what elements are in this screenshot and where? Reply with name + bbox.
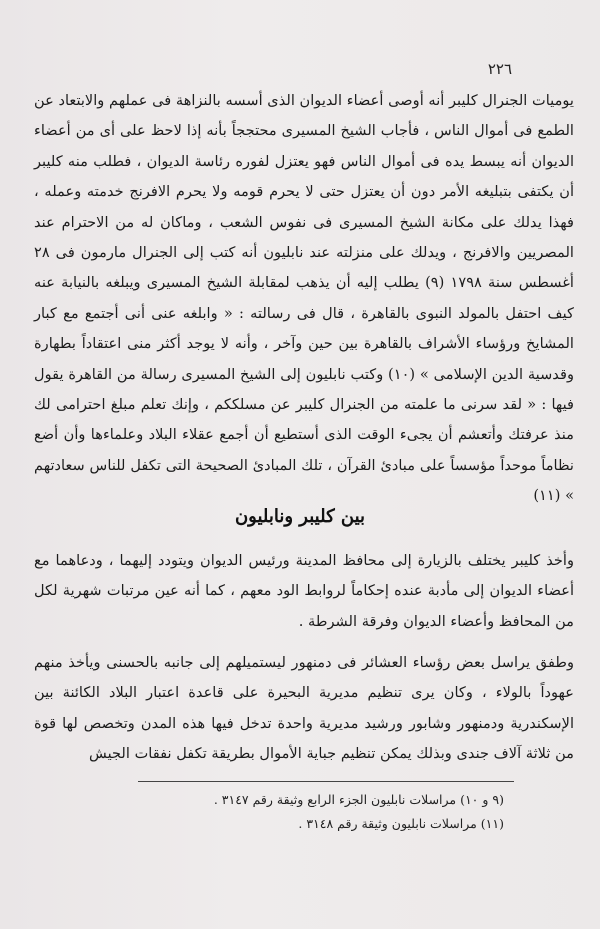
- footnote-2: (١١) مراسلات نابليون وثيقة رقم ٣١٤٨ .: [298, 816, 504, 831]
- footnote-divider: [138, 781, 514, 782]
- paragraph-2: [34, 546, 574, 638]
- section-heading: بين كليبر ونابليون: [234, 506, 366, 527]
- footnotes: [64, 788, 504, 836]
- paragraph-text: يوميات الجنرال كليبر أنه أوصى أعضاء الديوان الذى أسسه بالنزاهة فى عملهم والابتعاد عن الطمع فى أموال الناس ، فأجاب الشيخ المسيرى محتججاً بأنه إذا لاحظ على أى من أعضاء الديوان أنه يبسط يده فى أموال الناس فهو يعتزل لفوره رئاسة الديوان ، فطلب منه كليبر أن يكتفى بتبليغه الأمر دون أن يعتزل حتى لا يحرم قومه ولا يحرم الافرنج خدمته وعمله ، فهذا يدلك على مكانة الشيخ المسيرى فى نفوس الشعب ، وماكان له من الاحترام عند المصريين والافرنج ، ويدلك على منزلته عند نابليون أنه كتب إلى الجنرال مارمون فى ٢٨ أغسطس سنة ١٧٩٨ (٩) يطلب إليه أن يذهب لمقابلة الشيخ المسيرى ويبلغه بالنيابة عنه كيف احتفل بالمولد النبوى بالقاهرة ، قال فى رسالته : « وابلغه عنى أنى أجتمع مع كبار المشايخ ورؤساء الأشراف بالقاهرة بين حين وآخر ، وأنه لا يوجد أكثر منى اعتقاداً بطهارة وقدسية الدين الإسلامى » (١٠) وكتب نابليون إلى الشيخ المسيرى رسالة من القاهرة يقول فيها : « لقد سرنى ما علمته من الجنرال كليبر عن مسلككم ، وإنك تعلم مبلغ احترامى لك منذ عرفتك وأتعشم أن يجىء الوقت الذى أستطيع أن أجمع عقلاء البلاد وعلماءها وأن أضع نظاماً موحداً مؤسساً على مبادئ القرآن ، تلك المبادئ الصحيحة التى تكفل للناس سعادتهم » (١١): [34, 92, 574, 505]
- footnote-1: (٩ و ١٠) مراسلات نابليون الجزء الرابع وثيقة رقم ٣١٤٧ .: [213, 792, 504, 807]
- paragraph-text: وطفق يراسل بعض رؤساء العشائر فى دمنهور ليستميلهم إلى جانبه بالحسنى ويأخذ منهم عهوداً بالولاء ، وكان يرى تنظيم مديرية البحيرة على قاعدة اعتبار البلاد الكائنة بين الإسكندرية ودمنهور وشابور ورشيد مديرية واحدة تدخل فيها هذه المدن وتخصص لها قوة من ثلاثة آلاف جندى وبذلك يمكن تنظيم جباية الأموال بطريقة تكفل نفقات الجيش: [34, 654, 574, 763]
- paragraph-1: [34, 86, 574, 505]
- page-number: ٢٢٦: [487, 60, 512, 78]
- paragraph-3: [34, 648, 574, 773]
- paragraph-text: وأخذ كليبر يختلف بالزيارة إلى محافظ المدينة ورئيس الديوان ويتودد إليهما ، ودعاهما مع أعضاء الديوان إلى مأدبة عنده إحكاماً لروابط الود معهم ، كما أنه عين مرتبات شهرية لكل من المحافظ وأعضاء الديوان وفرقة الشرطة .: [34, 552, 574, 630]
